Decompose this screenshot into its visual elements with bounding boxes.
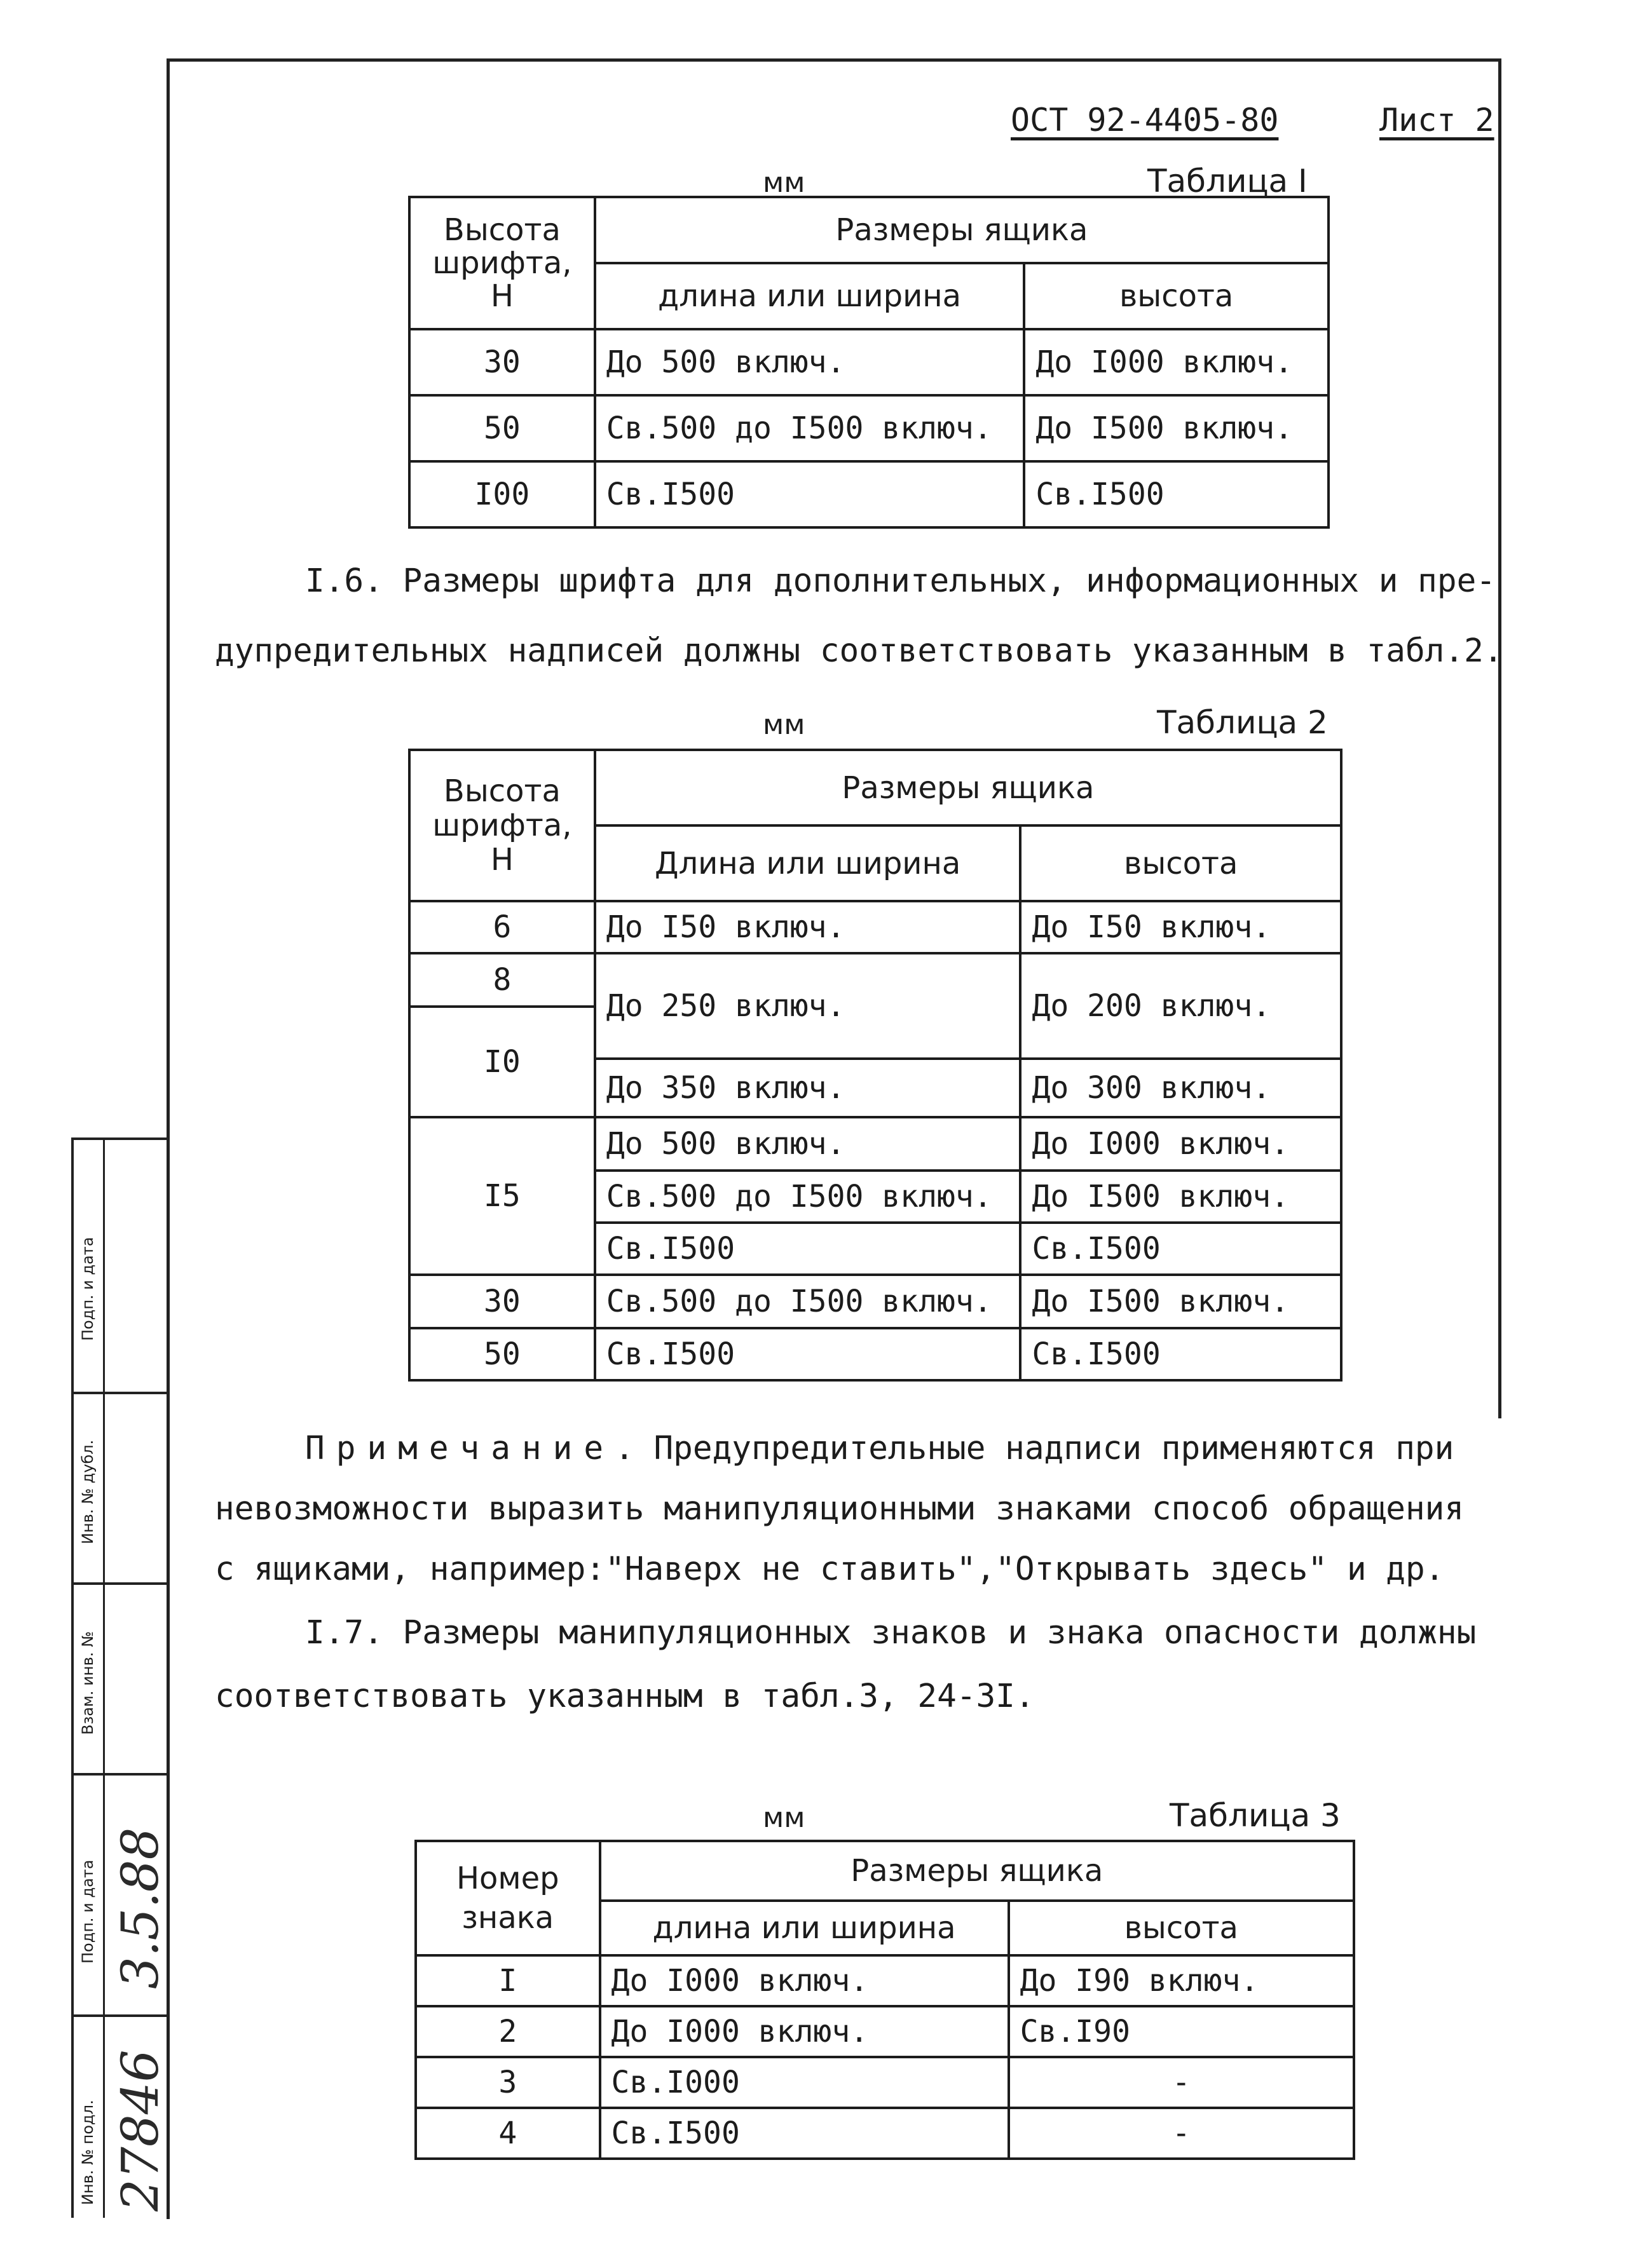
table2-length: Св.500 до I500 включ. <box>595 1171 1021 1223</box>
table2-height: Св.I500 <box>1020 1223 1341 1275</box>
table3-sign: 3 <box>416 2057 600 2108</box>
table3-length: Св.I000 <box>600 2057 1009 2108</box>
table2-height: До I50 включ. <box>1020 901 1341 953</box>
table-row <box>409 395 1329 461</box>
table2 <box>408 749 1342 1382</box>
table1-height: До I000 включ. <box>1024 329 1329 395</box>
para-1-7-line2: соответствовать указанным в табл.3, 24-3I. <box>215 1678 1035 1715</box>
table2-font: I5 <box>409 1117 595 1275</box>
table1 <box>408 196 1330 529</box>
table3-col-length: длина или ширина <box>600 1901 1009 1955</box>
table2-height: До I000 включ. <box>1020 1117 1341 1171</box>
page-frame-top <box>167 58 1501 62</box>
handwritten-date: 3.5.88 <box>111 1827 170 1989</box>
table2-font: 6 <box>409 901 595 953</box>
table-row <box>409 329 1329 395</box>
table1-col-length: длина или ширина <box>595 263 1025 329</box>
sheet-number: Лист 2 <box>1379 102 1494 139</box>
table2-font: 50 <box>409 1328 595 1380</box>
table2-col-box: Размеры ящика <box>595 750 1341 825</box>
table3-length: До I000 включ. <box>600 2006 1009 2057</box>
note-line2: невозможности выразить манипуляционными знаками способ обращения <box>215 1490 1465 1528</box>
table1-font: I00 <box>409 461 595 527</box>
stamp-label-repl-no: Взам. инв. № <box>79 1631 97 1735</box>
table2-length: До 500 включ. <box>595 1117 1021 1171</box>
note-label: Примечание <box>305 1430 615 1467</box>
table3-height: До I90 включ. <box>1009 1955 1354 2006</box>
table2-height: До I500 включ. <box>1020 1275 1341 1328</box>
table2-length: До 350 включ. <box>595 1059 1021 1117</box>
table3-sign: 4 <box>416 2108 600 2159</box>
table3-length: До I000 включ. <box>600 1955 1009 2006</box>
table-row <box>409 461 1329 527</box>
note-line1-text: . Предупредительные надписи применяются при <box>615 1430 1454 1467</box>
stamp-label-dup-no: Инв. № дубл. <box>79 1439 97 1544</box>
table2-caption: Таблица 2 <box>1157 704 1328 741</box>
table1-col-font: Высота шрифта, Н <box>409 197 595 329</box>
table2-length: Св.I500 <box>595 1223 1021 1275</box>
table2-col-font: Высота шрифта, Н <box>409 750 595 901</box>
table3-col-sign: Номер знака <box>416 1841 600 1955</box>
table1-font: 30 <box>409 329 595 395</box>
table2-font: 8 <box>409 953 595 1007</box>
table2-unit: мм <box>763 709 805 741</box>
page-frame-right <box>1498 58 1501 1418</box>
table1-length: До 500 включ. <box>595 329 1025 395</box>
note-line3: с ящиками, например:"Наверх не ставить","Открывать здесь" и др. <box>215 1551 1445 1588</box>
table3-sign: I <box>416 1955 600 2006</box>
table2-length: До 250 включ. <box>595 953 1021 1059</box>
table-row <box>416 2108 1354 2159</box>
table2-length: Св.I500 <box>595 1328 1021 1380</box>
table3-height: Св.I90 <box>1009 2006 1354 2057</box>
table3-unit: мм <box>763 1802 805 1834</box>
para-1-6-line1: I.6. Размеры шрифта для дополнительных, информационных и пре- <box>305 562 1496 600</box>
table2-font: 30 <box>409 1275 595 1328</box>
table1-col-box: Размеры ящика <box>595 197 1329 263</box>
table1-font: 50 <box>409 395 595 461</box>
table1-col-height: высота <box>1024 263 1329 329</box>
stamp-label-sign-date-1: Подп. и дата <box>79 1237 97 1341</box>
table-row <box>409 1328 1341 1380</box>
note-line1 <box>305 1417 1454 1481</box>
table2-height: До 200 включ. <box>1020 953 1341 1059</box>
side-stamp-strip <box>71 1137 170 2218</box>
table2-col-length: Длина или ширина <box>595 825 1021 901</box>
para-1-6-line2: дупредительных надписей должны соответствовать указанным в табл.2. <box>215 632 1503 670</box>
table-row <box>416 2057 1354 2108</box>
stamp-label-sign-date-2: Подп. и дата <box>79 1859 97 1964</box>
table-row <box>409 901 1341 953</box>
table1-length: Св.I500 <box>595 461 1025 527</box>
table3-length: Св.I500 <box>600 2108 1009 2159</box>
table1-height: До I500 включ. <box>1024 395 1329 461</box>
table1-length: Св.500 до I500 включ. <box>595 395 1025 461</box>
table-row <box>416 1955 1354 2006</box>
table3-col-box: Размеры ящика <box>600 1841 1354 1901</box>
para-1-7-line1: I.7. Размеры манипуляционных знаков и знака опасности должны <box>305 1614 1477 1652</box>
table2-length: Св.500 до I500 включ. <box>595 1275 1021 1328</box>
table-row <box>416 2006 1354 2057</box>
table-row <box>409 953 1341 1007</box>
table2-height: До 300 включ. <box>1020 1059 1341 1117</box>
table2-col-height: высота <box>1020 825 1341 901</box>
table1-unit: мм <box>763 166 805 199</box>
table1-caption: Таблица I <box>1147 163 1308 200</box>
table2-height: До I500 включ. <box>1020 1171 1341 1223</box>
table3 <box>414 1840 1355 2160</box>
handwritten-number: 27846 <box>111 2049 170 2211</box>
table3-sign: 2 <box>416 2006 600 2057</box>
table3-caption: Таблица 3 <box>1170 1797 1341 1834</box>
table2-font: I0 <box>409 1007 595 1117</box>
stamp-label-orig-no: Инв. № подл. <box>79 2100 97 2205</box>
table-row <box>409 1275 1341 1328</box>
table2-length: До I50 включ. <box>595 901 1021 953</box>
table3-height: - <box>1009 2057 1354 2108</box>
table2-height: Св.I500 <box>1020 1328 1341 1380</box>
table3-height: - <box>1009 2108 1354 2159</box>
table-row <box>409 1117 1341 1171</box>
doc-code: ОСТ 92-4405-80 <box>1011 102 1279 139</box>
table3-col-height: высота <box>1009 1901 1354 1955</box>
table1-height: Св.I500 <box>1024 461 1329 527</box>
